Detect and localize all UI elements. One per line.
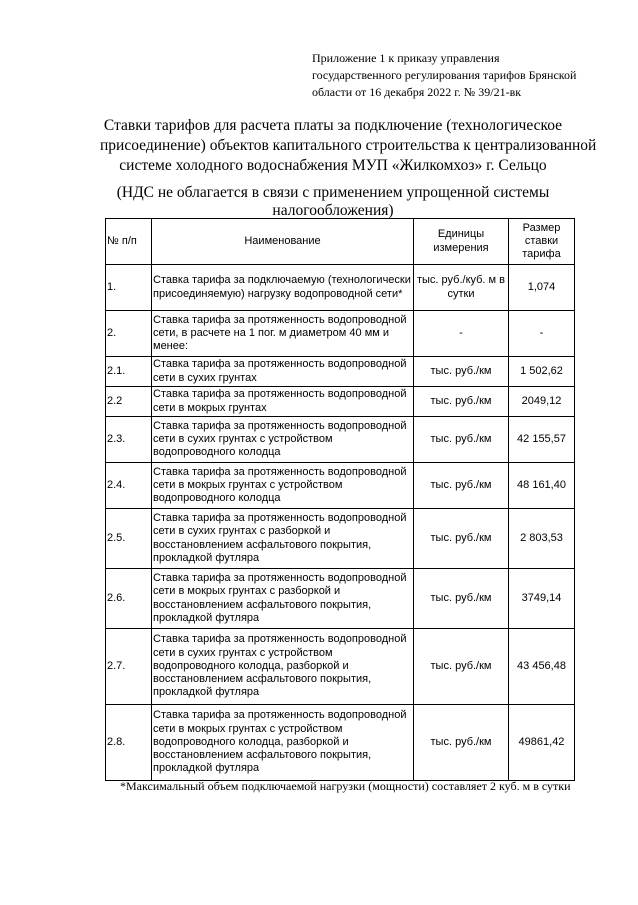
row-number: 2.7. (106, 629, 152, 705)
row-number: 1. (106, 265, 152, 311)
row-name: Ставка тарифа за протяженность водопроводной сети в мокрых грунтах с разборкой и восстановлением асфальтового покрытия, прокладкой футляра (152, 569, 414, 629)
appendix-line: Приложение 1 к приказу управления (312, 51, 500, 65)
row-number: 2.5. (106, 509, 152, 569)
table-row (106, 265, 575, 311)
row-unit: тыс. руб./км (414, 705, 509, 781)
row-rate: 1,074 (509, 265, 575, 311)
title-line: системе холодного водоснабжения МУП «Жилкомхоз» г. Сельцо (119, 157, 547, 174)
row-name: Ставка тарифа за протяженность водопроводной сети в мокрых грунтах (152, 387, 414, 417)
table-row (106, 569, 575, 629)
row-rate: 42 155,57 (509, 417, 575, 463)
row-rate: 43 456,48 (509, 629, 575, 705)
tariff-table (105, 218, 575, 781)
row-unit: тыс. руб./км (414, 569, 509, 629)
row-number: 2. (106, 311, 152, 357)
row-name: Ставка тарифа за протяженность водопроводной сети в сухих грунтах с устройством водопроводного колодца (152, 417, 414, 463)
row-rate: 3749,14 (509, 569, 575, 629)
document-title (100, 116, 597, 176)
table-header-row (106, 219, 575, 265)
row-unit: тыс. руб./км (414, 387, 509, 417)
table-row (106, 357, 575, 387)
appendix-line: государственного регулирования тарифов Брянской (312, 68, 577, 82)
row-unit: тыс. руб./км (414, 417, 509, 463)
row-unit: тыс. руб./км (414, 357, 509, 387)
table-row (106, 509, 575, 569)
row-name: Ставка тарифа за протяженность водопроводной сети в сухих грунтах (152, 357, 414, 387)
row-rate: - (509, 311, 575, 357)
header-name: Наименование (152, 219, 414, 265)
row-name: Ставка тарифа за протяженность водопроводной сети, в расчете на 1 пог. м диаметром 40 мм и менее: (152, 311, 414, 357)
row-rate: 49861,42 (509, 705, 575, 781)
table-row (106, 629, 575, 705)
header-number: № п/п (106, 219, 152, 265)
vat-note-line: налогообложения) (272, 202, 394, 219)
row-number: 2.3. (106, 417, 152, 463)
title-line: присоединение) объектов капитального строительства к централизованной (100, 137, 597, 154)
row-number: 2.8. (106, 705, 152, 781)
row-unit: - (414, 311, 509, 357)
row-number: 2.2 (106, 387, 152, 417)
row-rate: 1 502,62 (509, 357, 575, 387)
footnote: *Максимальный объем подключаемой нагрузки (мощности) составляет 2 куб. м в сутки (120, 779, 571, 793)
appendix-reference (312, 50, 576, 101)
vat-note (100, 184, 566, 220)
row-rate: 48 161,40 (509, 463, 575, 509)
row-rate: 2 803,53 (509, 509, 575, 569)
row-name: Ставка тарифа за протяженность водопроводной сети в сухих грунтах с разборкой и восстановлением асфальтового покрытия, прокладкой футляра (152, 509, 414, 569)
table-row (106, 311, 575, 357)
row-unit: тыс. руб./км (414, 509, 509, 569)
title-line: Ставки тарифов для расчета платы за подключение (технологическое (103, 117, 563, 134)
row-name: Ставка тарифа за подключаемую (технологически присоединяемую) нагрузку водопроводной сети* (152, 265, 414, 311)
row-number: 2.4. (106, 463, 152, 509)
row-name: Ставка тарифа за протяженность водопроводной сети в мокрых грунтах с устройством водопроводного колодца (152, 463, 414, 509)
table-row (106, 387, 575, 417)
row-number: 2.6. (106, 569, 152, 629)
header-unit: Единицы измерения (414, 219, 509, 265)
table-row (106, 417, 575, 463)
row-unit: тыс. руб./куб. м в сутки (414, 265, 509, 311)
row-unit: тыс. руб./км (414, 463, 509, 509)
header-rate: Размер ставки тарифа (509, 219, 575, 265)
row-number: 2.1. (106, 357, 152, 387)
row-rate: 2049,12 (509, 387, 575, 417)
table-body (106, 265, 575, 781)
row-unit: тыс. руб./км (414, 629, 509, 705)
row-name: Ставка тарифа за протяженность водопроводной сети в сухих грунтах с устройством водопроводного колодца, разборкой и восстановлением асфальтового покрытия, прокладкой футляра (152, 629, 414, 705)
vat-note-line: (НДС не облагается в связи с применением упрощенной системы (116, 184, 550, 201)
appendix-line: области от 16 декабря 2022 г. № 39/21-вк (312, 85, 522, 99)
table-row (106, 463, 575, 509)
row-name: Ставка тарифа за протяженность водопроводной сети в мокрых грунтах с устройством водопроводного колодца, разборкой и восстановлением асфальтового покрытия, прокладкой футляра (152, 705, 414, 781)
table-row (106, 705, 575, 781)
